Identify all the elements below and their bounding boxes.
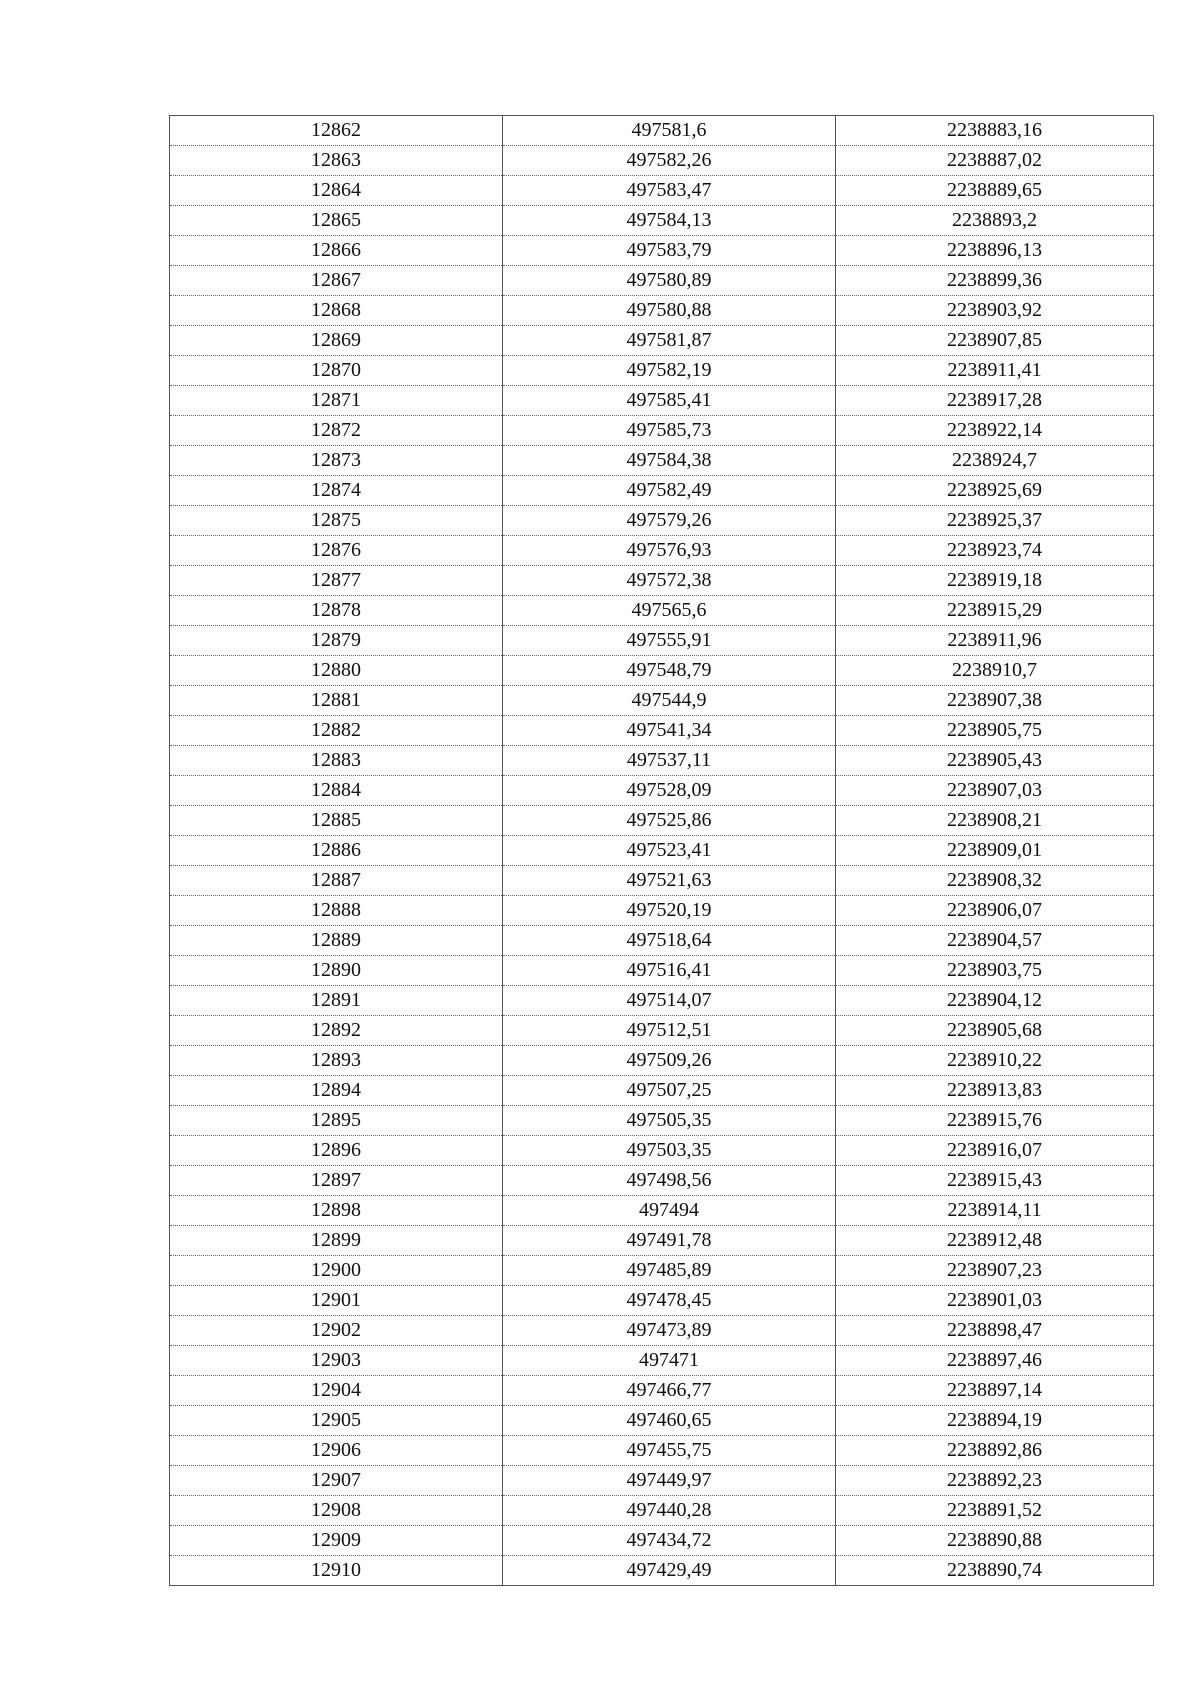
x-coordinate-cell: 497537,11 xyxy=(503,746,836,776)
point-number-cell: 12910 xyxy=(170,1556,503,1586)
point-number-cell: 12864 xyxy=(170,176,503,206)
x-coordinate-cell: 497518,64 xyxy=(503,926,836,956)
point-number-cell: 12870 xyxy=(170,356,503,386)
x-coordinate-cell: 497525,86 xyxy=(503,806,836,836)
y-coordinate-cell: 2238907,03 xyxy=(836,776,1154,806)
x-coordinate-cell: 497455,75 xyxy=(503,1436,836,1466)
x-coordinate-cell: 497523,41 xyxy=(503,836,836,866)
y-coordinate-cell: 2238917,28 xyxy=(836,386,1154,416)
point-number-cell: 12874 xyxy=(170,476,503,506)
y-coordinate-cell: 2238906,07 xyxy=(836,896,1154,926)
table-row xyxy=(170,326,1154,356)
table-row xyxy=(170,356,1154,386)
x-coordinate-cell: 497491,78 xyxy=(503,1226,836,1256)
x-coordinate-cell: 497471 xyxy=(503,1346,836,1376)
y-coordinate-cell: 2238924,7 xyxy=(836,446,1154,476)
y-coordinate-cell: 2238894,19 xyxy=(836,1406,1154,1436)
table-row xyxy=(170,1226,1154,1256)
table-row xyxy=(170,956,1154,986)
table-row xyxy=(170,176,1154,206)
coordinates-table-body xyxy=(170,116,1154,1586)
table-row xyxy=(170,1196,1154,1226)
y-coordinate-cell: 2238903,75 xyxy=(836,956,1154,986)
point-number-cell: 12889 xyxy=(170,926,503,956)
x-coordinate-cell: 497565,6 xyxy=(503,596,836,626)
table-row xyxy=(170,836,1154,866)
table-row xyxy=(170,566,1154,596)
point-number-cell: 12872 xyxy=(170,416,503,446)
y-coordinate-cell: 2238910,22 xyxy=(836,1046,1154,1076)
y-coordinate-cell: 2238887,02 xyxy=(836,146,1154,176)
point-number-cell: 12888 xyxy=(170,896,503,926)
table-row xyxy=(170,686,1154,716)
point-number-cell: 12898 xyxy=(170,1196,503,1226)
table-row xyxy=(170,1166,1154,1196)
table-row xyxy=(170,206,1154,236)
x-coordinate-cell: 497584,38 xyxy=(503,446,836,476)
table-row xyxy=(170,536,1154,566)
table-row xyxy=(170,1406,1154,1436)
y-coordinate-cell: 2238883,16 xyxy=(836,116,1154,146)
point-number-cell: 12902 xyxy=(170,1316,503,1346)
point-number-cell: 12904 xyxy=(170,1376,503,1406)
table-row xyxy=(170,446,1154,476)
point-number-cell: 12901 xyxy=(170,1286,503,1316)
table-row xyxy=(170,296,1154,326)
x-coordinate-cell: 497466,77 xyxy=(503,1376,836,1406)
y-coordinate-cell: 2238909,01 xyxy=(836,836,1154,866)
y-coordinate-cell: 2238907,85 xyxy=(836,326,1154,356)
coordinates-table xyxy=(169,115,1154,1586)
y-coordinate-cell: 2238915,76 xyxy=(836,1106,1154,1136)
point-number-cell: 12899 xyxy=(170,1226,503,1256)
x-coordinate-cell: 497581,6 xyxy=(503,116,836,146)
x-coordinate-cell: 497544,9 xyxy=(503,686,836,716)
point-number-cell: 12887 xyxy=(170,866,503,896)
point-number-cell: 12867 xyxy=(170,266,503,296)
point-number-cell: 12866 xyxy=(170,236,503,266)
point-number-cell: 12897 xyxy=(170,1166,503,1196)
table-row xyxy=(170,596,1154,626)
y-coordinate-cell: 2238916,07 xyxy=(836,1136,1154,1166)
table-row xyxy=(170,1046,1154,1076)
point-number-cell: 12877 xyxy=(170,566,503,596)
table-row xyxy=(170,266,1154,296)
table-row xyxy=(170,1556,1154,1586)
y-coordinate-cell: 2238905,43 xyxy=(836,746,1154,776)
x-coordinate-cell: 497503,35 xyxy=(503,1136,836,1166)
x-coordinate-cell: 497585,73 xyxy=(503,416,836,446)
x-coordinate-cell: 497576,93 xyxy=(503,536,836,566)
table-row xyxy=(170,236,1154,266)
x-coordinate-cell: 497555,91 xyxy=(503,626,836,656)
y-coordinate-cell: 2238892,23 xyxy=(836,1466,1154,1496)
x-coordinate-cell: 497584,13 xyxy=(503,206,836,236)
point-number-cell: 12883 xyxy=(170,746,503,776)
x-coordinate-cell: 497583,79 xyxy=(503,236,836,266)
x-coordinate-cell: 497528,09 xyxy=(503,776,836,806)
x-coordinate-cell: 497478,45 xyxy=(503,1286,836,1316)
point-number-cell: 12907 xyxy=(170,1466,503,1496)
point-number-cell: 12893 xyxy=(170,1046,503,1076)
y-coordinate-cell: 2238903,92 xyxy=(836,296,1154,326)
table-row xyxy=(170,806,1154,836)
x-coordinate-cell: 497509,26 xyxy=(503,1046,836,1076)
table-row xyxy=(170,866,1154,896)
x-coordinate-cell: 497505,35 xyxy=(503,1106,836,1136)
point-number-cell: 12896 xyxy=(170,1136,503,1166)
x-coordinate-cell: 497512,51 xyxy=(503,1016,836,1046)
table-row xyxy=(170,656,1154,686)
y-coordinate-cell: 2238915,29 xyxy=(836,596,1154,626)
y-coordinate-cell: 2238911,96 xyxy=(836,626,1154,656)
y-coordinate-cell: 2238904,57 xyxy=(836,926,1154,956)
x-coordinate-cell: 497585,41 xyxy=(503,386,836,416)
y-coordinate-cell: 2238896,13 xyxy=(836,236,1154,266)
x-coordinate-cell: 497494 xyxy=(503,1196,836,1226)
x-coordinate-cell: 497440,28 xyxy=(503,1496,836,1526)
point-number-cell: 12869 xyxy=(170,326,503,356)
table-row xyxy=(170,716,1154,746)
y-coordinate-cell: 2238908,32 xyxy=(836,866,1154,896)
x-coordinate-cell: 497541,34 xyxy=(503,716,836,746)
y-coordinate-cell: 2238899,36 xyxy=(836,266,1154,296)
x-coordinate-cell: 497473,89 xyxy=(503,1316,836,1346)
y-coordinate-cell: 2238890,74 xyxy=(836,1556,1154,1586)
y-coordinate-cell: 2238891,52 xyxy=(836,1496,1154,1526)
table-row xyxy=(170,1256,1154,1286)
table-row xyxy=(170,506,1154,536)
table-row xyxy=(170,776,1154,806)
y-coordinate-cell: 2238912,48 xyxy=(836,1226,1154,1256)
table-row xyxy=(170,896,1154,926)
x-coordinate-cell: 497580,88 xyxy=(503,296,836,326)
point-number-cell: 12886 xyxy=(170,836,503,866)
table-row xyxy=(170,146,1154,176)
y-coordinate-cell: 2238914,11 xyxy=(836,1196,1154,1226)
table-row xyxy=(170,476,1154,506)
table-row xyxy=(170,1316,1154,1346)
table-row xyxy=(170,1526,1154,1556)
y-coordinate-cell: 2238897,14 xyxy=(836,1376,1154,1406)
point-number-cell: 12905 xyxy=(170,1406,503,1436)
table-row xyxy=(170,1016,1154,1046)
table-row xyxy=(170,116,1154,146)
point-number-cell: 12892 xyxy=(170,1016,503,1046)
table-row xyxy=(170,1376,1154,1406)
x-coordinate-cell: 497514,07 xyxy=(503,986,836,1016)
table-row xyxy=(170,626,1154,656)
point-number-cell: 12885 xyxy=(170,806,503,836)
table-row xyxy=(170,1466,1154,1496)
point-number-cell: 12882 xyxy=(170,716,503,746)
point-number-cell: 12871 xyxy=(170,386,503,416)
x-coordinate-cell: 497582,19 xyxy=(503,356,836,386)
y-coordinate-cell: 2238898,47 xyxy=(836,1316,1154,1346)
x-coordinate-cell: 497580,89 xyxy=(503,266,836,296)
x-coordinate-cell: 497429,49 xyxy=(503,1556,836,1586)
x-coordinate-cell: 497581,87 xyxy=(503,326,836,356)
point-number-cell: 12891 xyxy=(170,986,503,1016)
point-number-cell: 12875 xyxy=(170,506,503,536)
x-coordinate-cell: 497485,89 xyxy=(503,1256,836,1286)
point-number-cell: 12906 xyxy=(170,1436,503,1466)
y-coordinate-cell: 2238889,65 xyxy=(836,176,1154,206)
point-number-cell: 12881 xyxy=(170,686,503,716)
point-number-cell: 12894 xyxy=(170,1076,503,1106)
point-number-cell: 12909 xyxy=(170,1526,503,1556)
point-number-cell: 12890 xyxy=(170,956,503,986)
x-coordinate-cell: 497460,65 xyxy=(503,1406,836,1436)
y-coordinate-cell: 2238893,2 xyxy=(836,206,1154,236)
table-row xyxy=(170,1076,1154,1106)
point-number-cell: 12900 xyxy=(170,1256,503,1286)
point-number-cell: 12876 xyxy=(170,536,503,566)
x-coordinate-cell: 497548,79 xyxy=(503,656,836,686)
x-coordinate-cell: 497582,49 xyxy=(503,476,836,506)
x-coordinate-cell: 497579,26 xyxy=(503,506,836,536)
point-number-cell: 12873 xyxy=(170,446,503,476)
point-number-cell: 12880 xyxy=(170,656,503,686)
y-coordinate-cell: 2238908,21 xyxy=(836,806,1154,836)
point-number-cell: 12865 xyxy=(170,206,503,236)
x-coordinate-cell: 497498,56 xyxy=(503,1166,836,1196)
y-coordinate-cell: 2238922,14 xyxy=(836,416,1154,446)
y-coordinate-cell: 2238907,23 xyxy=(836,1256,1154,1286)
x-coordinate-cell: 497507,25 xyxy=(503,1076,836,1106)
y-coordinate-cell: 2238892,86 xyxy=(836,1436,1154,1466)
point-number-cell: 12862 xyxy=(170,116,503,146)
x-coordinate-cell: 497520,19 xyxy=(503,896,836,926)
y-coordinate-cell: 2238925,69 xyxy=(836,476,1154,506)
point-number-cell: 12903 xyxy=(170,1346,503,1376)
y-coordinate-cell: 2238901,03 xyxy=(836,1286,1154,1316)
point-number-cell: 12863 xyxy=(170,146,503,176)
x-coordinate-cell: 497449,97 xyxy=(503,1466,836,1496)
table-row xyxy=(170,1106,1154,1136)
x-coordinate-cell: 497516,41 xyxy=(503,956,836,986)
y-coordinate-cell: 2238905,68 xyxy=(836,1016,1154,1046)
y-coordinate-cell: 2238911,41 xyxy=(836,356,1154,386)
x-coordinate-cell: 497583,47 xyxy=(503,176,836,206)
y-coordinate-cell: 2238915,43 xyxy=(836,1166,1154,1196)
y-coordinate-cell: 2238925,37 xyxy=(836,506,1154,536)
point-number-cell: 12878 xyxy=(170,596,503,626)
x-coordinate-cell: 497521,63 xyxy=(503,866,836,896)
table-row xyxy=(170,1346,1154,1376)
table-row xyxy=(170,1136,1154,1166)
y-coordinate-cell: 2238897,46 xyxy=(836,1346,1154,1376)
x-coordinate-cell: 497572,38 xyxy=(503,566,836,596)
y-coordinate-cell: 2238919,18 xyxy=(836,566,1154,596)
y-coordinate-cell: 2238907,38 xyxy=(836,686,1154,716)
y-coordinate-cell: 2238905,75 xyxy=(836,716,1154,746)
point-number-cell: 12868 xyxy=(170,296,503,326)
y-coordinate-cell: 2238910,7 xyxy=(836,656,1154,686)
table-row xyxy=(170,926,1154,956)
table-row xyxy=(170,746,1154,776)
y-coordinate-cell: 2238923,74 xyxy=(836,536,1154,566)
y-coordinate-cell: 2238890,88 xyxy=(836,1526,1154,1556)
point-number-cell: 12879 xyxy=(170,626,503,656)
table-row xyxy=(170,1436,1154,1466)
table-row xyxy=(170,986,1154,1016)
point-number-cell: 12908 xyxy=(170,1496,503,1526)
table-row xyxy=(170,416,1154,446)
point-number-cell: 12895 xyxy=(170,1106,503,1136)
y-coordinate-cell: 2238913,83 xyxy=(836,1076,1154,1106)
point-number-cell: 12884 xyxy=(170,776,503,806)
y-coordinate-cell: 2238904,12 xyxy=(836,986,1154,1016)
x-coordinate-cell: 497434,72 xyxy=(503,1526,836,1556)
table-row xyxy=(170,386,1154,416)
x-coordinate-cell: 497582,26 xyxy=(503,146,836,176)
table-row xyxy=(170,1496,1154,1526)
table-row xyxy=(170,1286,1154,1316)
